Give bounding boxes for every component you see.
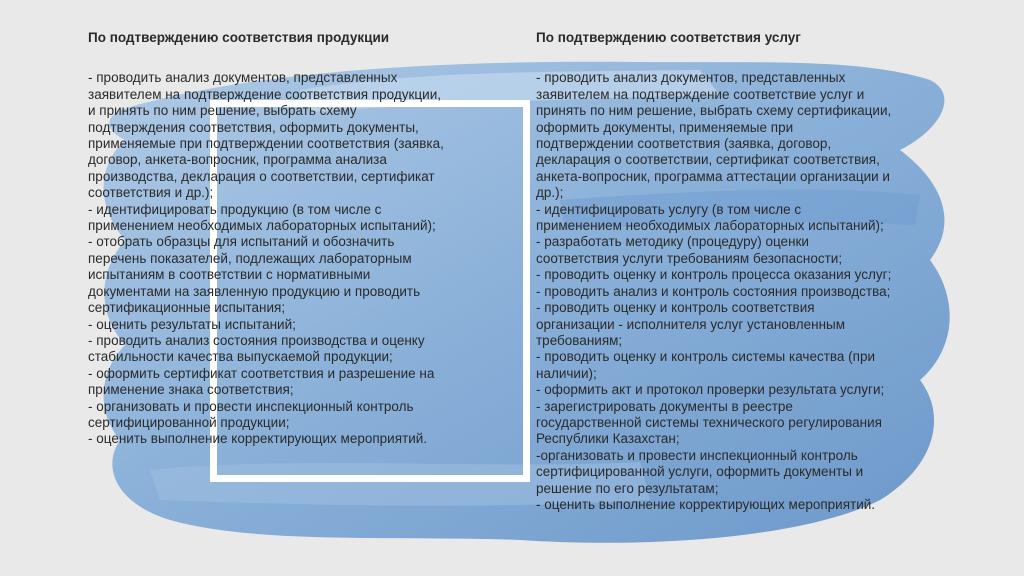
product-conformity-title: По подтверждению соответствия продукции — [88, 30, 390, 45]
service-conformity-title: По подтверждению соответствия услуг — [536, 30, 801, 45]
product-conformity-tasks: - проводить анализ документов, представленных заявителем на подтверждение соответствия продукции, и принять по ним решение, выбрать схему подтверждения соответствия, оформить документы, применяемые при подтверждении соответствия (заявка, договор, анкета-вопросник, программа анализа производства, декларация о соответствии, сертификат соответствия и др.); - идентифицировать продукцию (в том числе с применением необходимых лабораторных испытаний); - отобрать образцы для испытаний и обозначить перечень показателей, подлежащих лабораторным испытаниям в соответствии с нормативными документами на заявленную продукцию и проводить сертификационные испытания; - оценить результаты испытаний; - проводить анализ состояния производства и оценку стабильности качества выпускаемой продукции; - оформить сертификат соответствия и разрешение на применение знака соответствия; - организовать и провести инспекционный контроль сертифицированной продукции; - оценить выполнение корректирующих мероприятий. — [88, 70, 444, 447]
product-conformity-column — [88, 30, 518, 448]
service-conformity-tasks: - проводить анализ документов, представленных заявителем на подтверждение соответствие услуг и принять по ним решение, выбрать схему сертификации, оформить документы, применяемые при подтверждении соответствия (заявка, договор, декларация о соответствии, сертификат соответствия, анкета-вопросник, программа аттестации организации и др.); - идентифицировать услугу (в том числе с применением необходимых лабораторных испытаний); - разработать методику (процедуру) оценки соответствия услуги требованиям безопасности; - проводить оценку и контроль процесса оказания услуг; - проводить анализ и контроль состояния производства; - проводить оценку и контроль соответствия организации - исполнителя услуг установленным требованиям; - проводить оценку и контроль системы качества (при наличии); - оформить акт и протокол проверки результата услуги; - зарегистрировать документы в реестре государственной системы технического регулирования Республики Казахстан; -организовать и провести инспекционный контроль сертифицированной услуги, оформить документы и решение по его результатам; - оценить выполнение корректирующих мероприятий. — [536, 70, 892, 512]
service-conformity-column — [536, 30, 966, 513]
